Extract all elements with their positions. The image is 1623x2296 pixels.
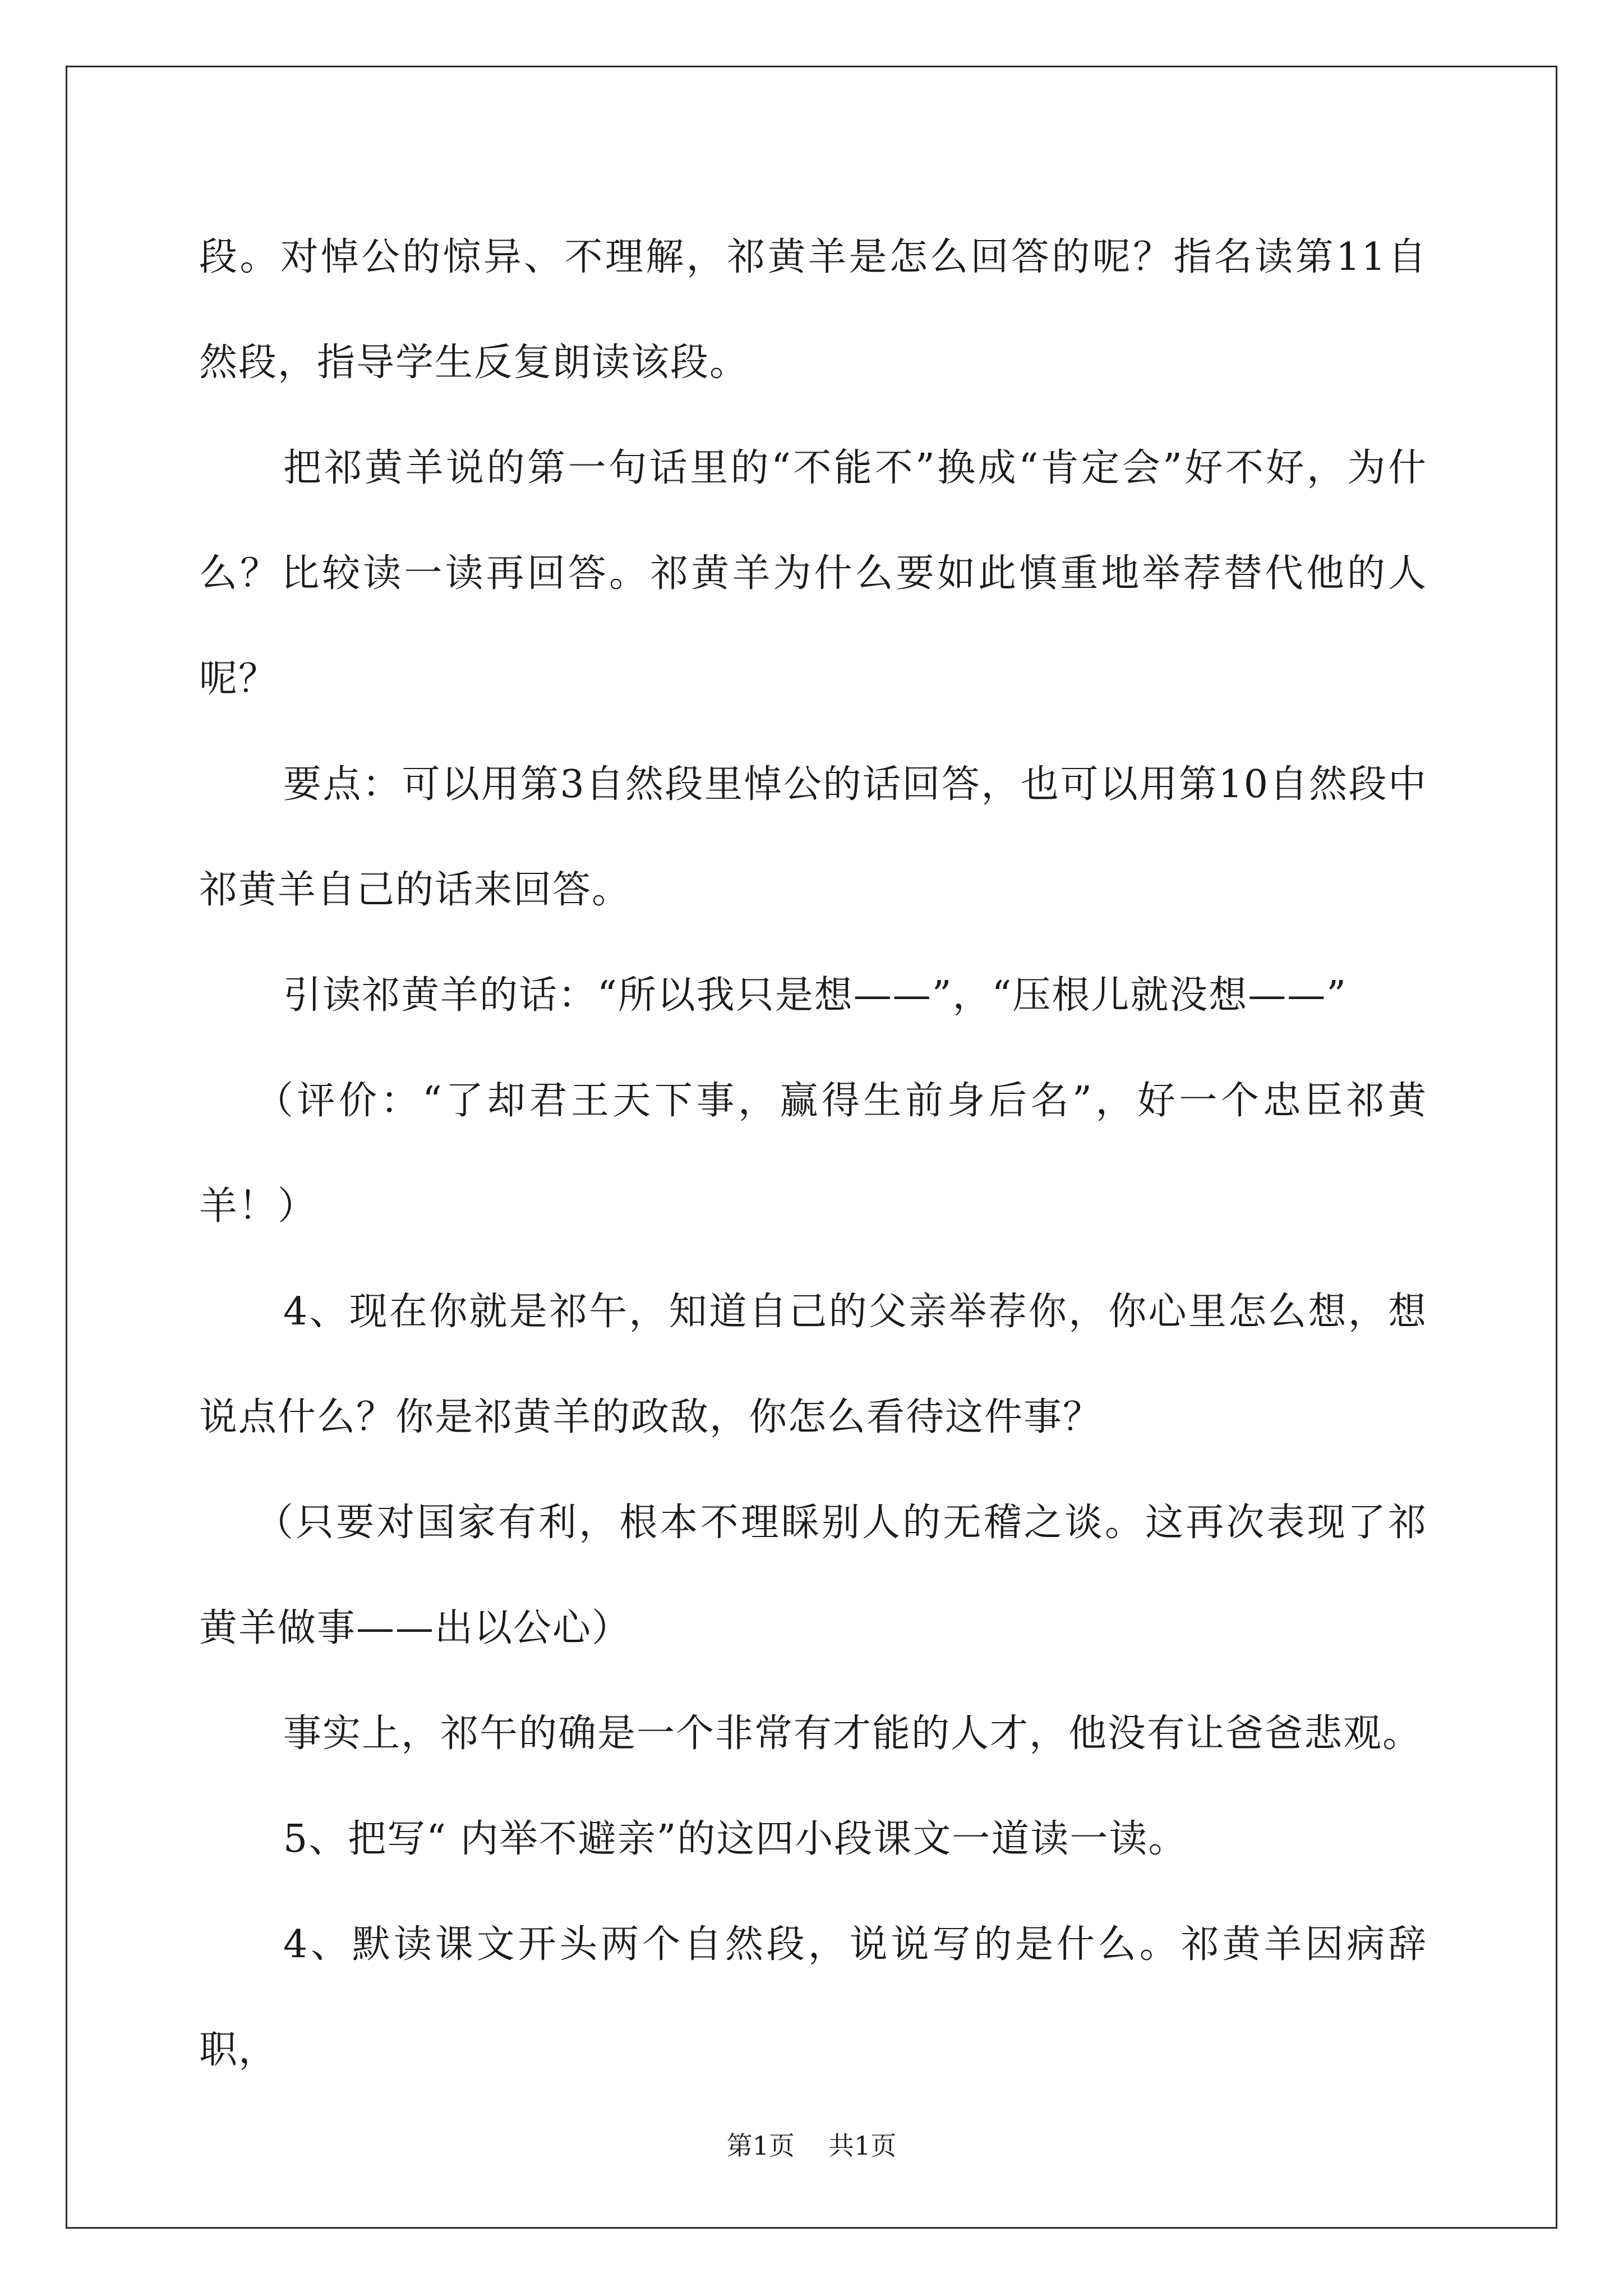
- paragraph-8: 事实上，祁午的确是一个非常有才能的人才，他没有让爸爸悲观。: [283, 1711, 1422, 1756]
- paragraph-10: 4、默读课文开头两个自然段，说说写的是什么。祁黄羊因病辞职，: [199, 1922, 1427, 2072]
- paragraph-6: 4、现在你就是祁午，知道自己的父亲举荐你，你心里怎么想，想说点什么？你是祁黄羊的政敌，你怎么看待这件事？: [199, 1290, 1427, 1439]
- document-body: [199, 205, 1427, 2103]
- paragraph-4: 引读祁黄羊的话：“所以我只是想——”，“压根儿就没想——”: [283, 973, 1348, 1018]
- paragraph-7: （只要对国家有利，根本不理睬别人的无稽之谈。这再次表现了祁黄羊做事——出以公心）: [199, 1501, 1427, 1650]
- page-number-current: 第1页: [726, 2131, 795, 2161]
- paragraph-5: （评价：“了却君王天下事，赢得生前身后名”，好一个忠臣祁黄羊！）: [199, 1079, 1427, 1228]
- page-footer: [0, 2129, 1623, 2162]
- paragraph-1: 段。对悼公的惊异、不理解，祁黄羊是怎么回答的呢？指名读第11自然段，指导学生反复朗读该段。: [199, 235, 1427, 385]
- page-number-total: 共1页: [828, 2131, 897, 2161]
- paragraph-2: 把祁黄羊说的第一句话里的“不能不”换成“肯定会”好不好，为什么？比较读一读再回答。祁黄羊为什么要如此慎重地举荐替代他的人呢？: [199, 446, 1427, 701]
- paragraph-3: 要点：可以用第3自然段里悼公的话回答，也可以用第10自然段中祁黄羊自己的话来回答。: [199, 762, 1427, 912]
- paragraph-9: 5、把写“ 内举不避亲”的这四小段课文一道读一读。: [283, 1817, 1188, 1861]
